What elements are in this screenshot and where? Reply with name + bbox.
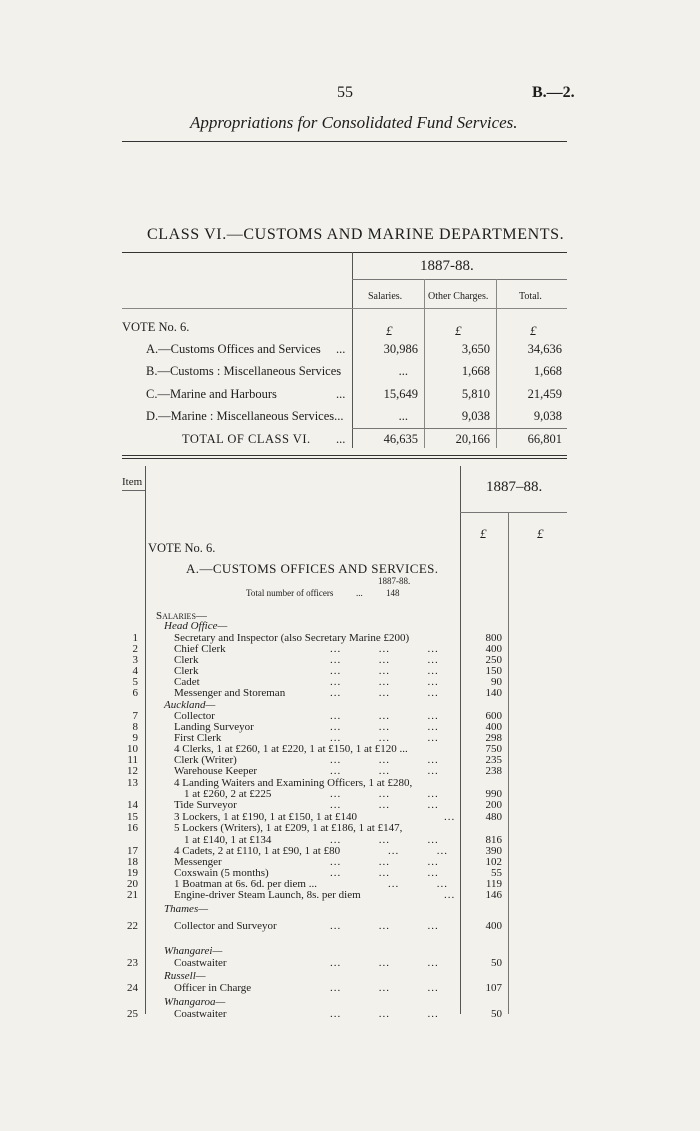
salaries-heading: Salaries—: [156, 610, 207, 622]
summary-header-rule: [122, 308, 567, 309]
location-name: Head Office—: [164, 620, 228, 632]
item-amount: 55: [491, 867, 502, 879]
leader-dots: ... ... ...: [330, 676, 439, 688]
location-name: Whangarei—: [164, 945, 223, 957]
item-number: 2: [132, 643, 138, 655]
table-row: [0, 983, 700, 994]
item-number: 19: [127, 867, 138, 879]
item-description: 1 Boatman at 6s. 6d. per diem ...: [174, 878, 317, 890]
item-number: 18: [127, 856, 138, 868]
summary-row-other: 1,668: [461, 364, 490, 378]
leader-dots: ...: [444, 889, 456, 901]
item-number: 21: [127, 889, 138, 901]
item-number: 6: [132, 687, 138, 699]
summary-row-other: 3,650: [461, 342, 490, 356]
summary-total-row: [0, 432, 700, 450]
officers-year: 1887-88.: [378, 576, 411, 586]
summary-bottom-rule-double: [122, 458, 567, 459]
item-amount: 50: [491, 1008, 502, 1020]
item-description: 1 at £260, 2 at £225: [184, 788, 272, 800]
summary-row-salaries: 15,649: [383, 387, 418, 401]
item-amount: 600: [485, 710, 502, 722]
item-number: 14: [127, 799, 138, 811]
detail-year: 1887–88.: [486, 479, 543, 495]
item-number: 7: [132, 710, 138, 722]
leader-dots: ... ... ...: [330, 920, 439, 932]
item-amount: 400: [485, 721, 502, 733]
item-number: 12: [127, 765, 138, 777]
table-row: [0, 835, 700, 846]
leader-dots: ... ... ...: [330, 665, 439, 677]
item-number: 22: [127, 920, 138, 932]
item-number: 23: [127, 957, 138, 969]
total-currency: £: [530, 323, 537, 338]
leader-dots: ... ...: [388, 878, 448, 890]
item-amount: 750: [485, 743, 502, 755]
item-description: Collector and Surveyor: [174, 920, 277, 932]
officers-dots: ...: [356, 588, 363, 598]
summary-row-label: C.—Marine and Harbours: [146, 387, 277, 401]
summary-row-salaries: 30,986: [383, 342, 418, 356]
leader-dots: ... ... ...: [330, 856, 439, 868]
item-amount: 298: [485, 732, 502, 744]
col-salaries-header: Salaries.: [368, 291, 403, 302]
item-description: Clerk: [174, 654, 199, 666]
item-description: Cadet: [174, 676, 200, 688]
item-description: Chief Clerk: [174, 643, 226, 655]
running-title: Appropriations for Consolidated Fund Services.: [190, 113, 518, 132]
item-description: 4 Cadets, 2 at £110, 1 at £90, 1 at £80: [174, 845, 341, 857]
item-number: 9: [132, 732, 138, 744]
summary-total-label: TOTAL OF CLASS VI.: [182, 432, 311, 446]
table-row: [0, 688, 700, 699]
page-number: 55: [337, 84, 353, 101]
item-description: 3 Lockers, 1 at £190, 1 at £150, 1 at £140: [174, 811, 357, 823]
location-name: Auckland—: [164, 699, 216, 711]
item-number: 11: [127, 754, 138, 766]
item-description: 5 Lockers (Writers), 1 at £209, 1 at £186, 1 at £147,: [174, 822, 403, 834]
leader-dots: ... ...: [388, 845, 448, 857]
leader-dots: ... ... ...: [330, 765, 439, 777]
summary-row: [0, 409, 700, 427]
summary-row-label: D.—Marine : Miscellaneous Services...: [146, 409, 344, 423]
summary-row-label: B.—Customs : Miscellaneous Services: [146, 364, 342, 378]
salaries-currency: £: [386, 323, 393, 338]
leader-dots: ... ... ...: [330, 834, 439, 846]
location-heading: [0, 904, 700, 915]
leader-dots: ... ... ...: [330, 643, 439, 655]
leader-dots: ... ... ...: [330, 867, 439, 879]
item-amount: 50: [491, 957, 502, 969]
summary-year: 1887-88.: [420, 258, 474, 274]
item-description: Warehouse Keeper: [174, 765, 258, 777]
item-amount: 990: [485, 788, 502, 800]
class-heading: CLASS VI.—CUSTOMS AND MARINE DEPARTMENTS.: [147, 226, 565, 243]
location-heading: [0, 946, 700, 957]
header-rule: [122, 141, 567, 142]
item-amount: 140: [485, 687, 502, 699]
other-currency: £: [455, 323, 462, 338]
col-total-header: Total.: [519, 291, 542, 302]
item-description: Officer in Charge: [174, 982, 252, 994]
summary-year-rule: [352, 279, 567, 280]
item-description: 4 Landing Waiters and Examining Officers, 1 at £280,: [174, 777, 413, 789]
summary-row-dots: ...: [336, 387, 346, 401]
summary-total-dots: ...: [336, 432, 346, 446]
summary-bottom-rule: [122, 455, 567, 456]
detail-currency-2: £: [537, 526, 544, 541]
item-description: Landing Surveyor: [174, 721, 254, 733]
leader-dots: ... ... ...: [330, 654, 439, 666]
col-other-header: Other Charges.: [428, 291, 489, 302]
summary-vote-label: VOTE No. 6.: [122, 320, 190, 334]
detail-currency-1: £: [480, 526, 487, 541]
summary-row-total: 21,459: [527, 387, 562, 401]
table-row: [0, 766, 700, 777]
leader-dots: ...: [444, 811, 456, 823]
item-description: Engine-driver Steam Launch, 8s. per diem: [174, 889, 361, 901]
summary-row-label: A.—Customs Offices and Services: [146, 342, 321, 356]
item-description: 1 at £140, 1 at £134: [184, 834, 272, 846]
table-row: [0, 921, 700, 932]
item-amount: 107: [485, 982, 502, 994]
item-number: 4: [132, 665, 138, 677]
item-amount: 200: [485, 799, 502, 811]
item-description: Coxswain (5 months): [174, 867, 269, 879]
summary-total-other: 20,166: [455, 432, 490, 446]
item-number: 5: [132, 676, 138, 688]
table-row: [0, 1009, 700, 1020]
summary-row-total: 34,636: [527, 342, 562, 356]
table-row: [0, 890, 700, 901]
officers-label: Total number of officers: [246, 588, 334, 598]
item-description: Tide Surveyor: [174, 799, 237, 811]
leader-dots: ... ... ...: [330, 799, 439, 811]
item-amount: 400: [485, 920, 502, 932]
location-name: Russell—: [164, 970, 206, 982]
location-name: Whangaroa—: [164, 996, 226, 1008]
item-description: Clerk: [174, 665, 199, 677]
summary-row-salaries: ...: [398, 409, 408, 423]
detail-year-rule: [460, 512, 567, 513]
item-amount: 119: [485, 878, 502, 890]
summary-total-salaries: 46,635: [383, 432, 418, 446]
item-amount: 238: [485, 765, 502, 777]
item-amount: 90: [491, 676, 502, 688]
item-description: Secretary and Inspector (also Secretary Marine £200): [174, 632, 410, 644]
summary-total-rule: [352, 428, 567, 429]
item-number: 17: [127, 845, 138, 857]
item-amount: 150: [485, 665, 502, 677]
leader-dots: ... ... ...: [330, 687, 439, 699]
item-amount: 480: [485, 811, 502, 823]
summary-row-other: 5,810: [461, 387, 490, 401]
item-header-rule: [122, 490, 145, 491]
item-amount: 400: [485, 643, 502, 655]
section-title: A.—CUSTOMS OFFICES AND SERVICES.: [186, 561, 439, 576]
item-amount: 816: [485, 834, 502, 846]
location-heading: [0, 971, 700, 982]
item-amount: 390: [485, 845, 502, 857]
item-description: Messenger and Storeman: [174, 687, 286, 699]
summary-row-salaries: ...: [398, 364, 408, 378]
item-amount: 250: [485, 654, 502, 666]
leader-dots: ... ... ...: [330, 957, 439, 969]
item-number: 8: [132, 721, 138, 733]
summary-row-other: 9,038: [461, 409, 490, 423]
leader-dots: ... ... ...: [330, 721, 439, 733]
leader-dots: ... ... ...: [330, 710, 439, 722]
summary-row-dots: ...: [336, 342, 346, 356]
location-heading: [0, 997, 700, 1008]
summary-row: [0, 364, 700, 382]
item-number: 20: [127, 878, 138, 890]
summary-row: [0, 387, 700, 405]
table-row: [0, 823, 700, 834]
summary-row-total: 1,668: [533, 364, 562, 378]
item-number: 10: [127, 743, 138, 755]
item-number: 24: [127, 982, 138, 994]
item-description: Collector: [174, 710, 215, 722]
item-amount: 800: [485, 632, 502, 644]
item-number: 3: [132, 654, 138, 666]
summary-row: [0, 342, 700, 360]
table-row: [0, 800, 700, 811]
item-amount: 102: [485, 856, 502, 868]
leader-dots: ... ... ...: [330, 982, 439, 994]
item-number: 15: [127, 811, 138, 823]
officers-count: 148: [386, 588, 400, 598]
item-description: Coastwaiter: [174, 1008, 227, 1020]
item-description: First Clerk: [174, 732, 222, 744]
leader-dots: ... ... ...: [330, 1008, 439, 1020]
table-row: [0, 868, 700, 879]
item-number: 16: [127, 822, 138, 834]
paper-reference: B.—2.: [532, 84, 575, 101]
item-number: 25: [127, 1008, 138, 1020]
item-description: 4 Clerks, 1 at £260, 1 at £220, 1 at £150, 1 at £120 ...: [174, 743, 408, 755]
item-description: Messenger: [174, 856, 222, 868]
item-description: Clerk (Writer): [174, 754, 237, 766]
detail-vote-label: VOTE No. 6.: [148, 541, 216, 555]
summary-total-total: 66,801: [527, 432, 562, 446]
item-description: Coastwaiter: [174, 957, 227, 969]
item-number: 1: [132, 632, 138, 644]
location-name: Thames—: [164, 903, 209, 915]
leader-dots: ... ... ...: [330, 788, 439, 800]
table-row: [0, 958, 700, 969]
item-column-header: Item: [122, 476, 143, 488]
item-number: 13: [127, 777, 138, 789]
item-amount: 235: [485, 754, 502, 766]
summary-top-rule: [122, 252, 567, 253]
location-heading: [0, 621, 700, 632]
summary-row-total: 9,038: [533, 409, 562, 423]
leader-dots: ... ... ...: [330, 754, 439, 766]
leader-dots: ... ... ...: [330, 732, 439, 744]
item-amount: 146: [485, 889, 502, 901]
